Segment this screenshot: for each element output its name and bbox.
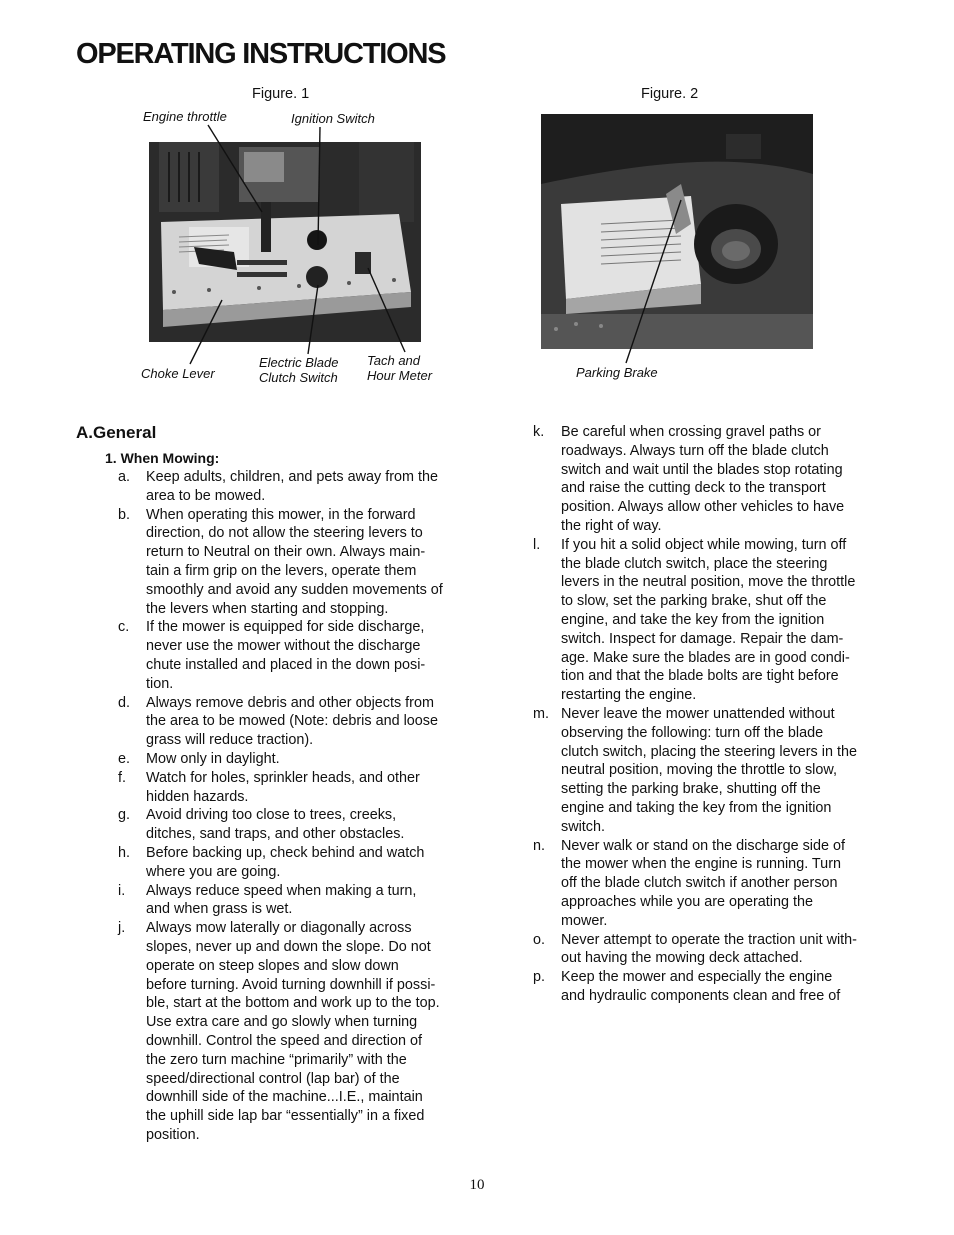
list-item-line: tion. bbox=[146, 675, 174, 692]
list-item-marker: i. bbox=[118, 882, 126, 899]
list-item-line: levers in the neutral position, move the throttle bbox=[561, 574, 856, 591]
list-item-line: the uphill side lap bar “essentially” in a fixed bbox=[146, 1108, 425, 1125]
list-item-line: the levers when starting and stopping. bbox=[146, 600, 389, 617]
list-item-line: hidden hazards. bbox=[146, 788, 249, 805]
ignition-switch-label: Ignition Switch bbox=[291, 111, 375, 126]
list-item bbox=[118, 769, 466, 807]
parking-brake-label: Parking Brake bbox=[576, 365, 658, 380]
list-item-line: direction, do not allow the steering levers to bbox=[146, 525, 423, 542]
list-item-line: the right of way. bbox=[561, 517, 662, 534]
tach-hour-meter-label-line: Hour Meter bbox=[367, 368, 433, 383]
list-item-line: neutral position, moving the throttle to slow, bbox=[561, 762, 837, 779]
list-item-marker: p. bbox=[533, 969, 546, 986]
list-item-line: tain a firm grip on the levers, operate them bbox=[146, 562, 417, 579]
engine-throttle-label: Engine throttle bbox=[143, 109, 227, 124]
list-item-line: switch and wait until the blades stop rotating bbox=[561, 461, 843, 478]
list-item-text bbox=[146, 694, 466, 750]
tach-hour-meter-label-line: Tach and bbox=[367, 353, 421, 368]
list-item-line: If the mower is equipped for side discharge, bbox=[146, 619, 425, 636]
choke-lever-label: Choke Lever bbox=[141, 366, 215, 381]
list-item bbox=[533, 423, 883, 536]
list-item-line: before turning. Avoid turning downhill if possi- bbox=[146, 976, 436, 993]
list-item-line: approaches while you are operating the bbox=[561, 893, 814, 910]
list-item-text bbox=[146, 919, 466, 1145]
list-item-line: downhill. Control the speed and direction of bbox=[146, 1032, 422, 1049]
list-item-line: switch. bbox=[561, 818, 605, 835]
list-item-line: smoothly and avoid any sudden movements of bbox=[146, 581, 443, 598]
list-item bbox=[118, 618, 466, 693]
list-item bbox=[118, 844, 466, 882]
list-item-line: off the blade clutch switch if another person bbox=[561, 875, 838, 892]
subsection-heading: 1. When Mowing: bbox=[105, 450, 220, 466]
left-column bbox=[118, 468, 466, 1145]
list-item-line: never use the mower without the discharge bbox=[146, 638, 421, 655]
page-number: 10 bbox=[469, 1177, 485, 1193]
list-item-line: Before backing up, check behind and watch bbox=[146, 844, 425, 861]
list-item-line: Keep the mower and especially the engine bbox=[561, 969, 833, 986]
list-item-line: the area to be mowed (Note: debris and loose bbox=[146, 713, 438, 730]
electric-blade-clutch-switch-label-line: Electric Blade bbox=[259, 355, 339, 370]
list-item bbox=[533, 536, 883, 705]
list-item-line: return to Neutral on their own. Always main- bbox=[146, 544, 426, 561]
list-item-line: and hydraulic components clean and free of bbox=[561, 987, 841, 1004]
list-item-text bbox=[146, 468, 466, 506]
list-item-line: switch. Inspect for damage. Repair the dam- bbox=[561, 630, 844, 647]
list-item-line: setting the parking brake, shutting off the bbox=[561, 781, 821, 798]
list-item-marker: o. bbox=[533, 931, 546, 948]
list-item-line: where you are going. bbox=[146, 863, 281, 880]
list-item-line: Watch for holes, sprinkler heads, and other bbox=[146, 769, 420, 786]
list-item bbox=[533, 705, 883, 837]
list-item-marker: n. bbox=[533, 837, 546, 854]
list-item-line: chute installed and placed in the down posi- bbox=[146, 656, 426, 673]
list-item-marker: l. bbox=[533, 536, 541, 553]
section-heading: A.General bbox=[76, 423, 157, 442]
figure-1-caption: Figure. 1 bbox=[252, 86, 310, 102]
list-item-line: ditches, sand traps, and other obstacles. bbox=[146, 826, 405, 843]
list-item-line: position. bbox=[146, 1126, 200, 1143]
list-item-line: grass will reduce traction). bbox=[146, 732, 314, 749]
list-item-marker: e. bbox=[118, 750, 131, 767]
list-item-line: out having the mowing deck attached. bbox=[561, 950, 803, 967]
list-item-marker: g. bbox=[118, 807, 131, 824]
list-item-text bbox=[146, 750, 466, 769]
list-item-text bbox=[146, 882, 466, 920]
list-item-marker: m. bbox=[533, 705, 549, 722]
list-item bbox=[533, 837, 883, 931]
list-item bbox=[533, 931, 883, 969]
electric-blade-clutch-switch-label-line: Clutch Switch bbox=[259, 370, 338, 385]
list-item-line: observing the following: turn off the blade bbox=[561, 724, 824, 741]
list-item bbox=[118, 694, 466, 750]
list-item-line: Never leave the mower unattended without bbox=[561, 705, 835, 722]
figure-2-photo-parking-brake bbox=[541, 114, 813, 349]
list-item-line: Never attempt to operate the traction unit with- bbox=[561, 931, 857, 948]
list-item bbox=[118, 506, 466, 619]
list-item-marker: k. bbox=[533, 424, 545, 440]
list-item-line: speed/directional control (lap bar) of the bbox=[146, 1070, 400, 1087]
list-item-line: and when grass is wet. bbox=[146, 901, 293, 918]
list-item-text bbox=[146, 618, 466, 693]
list-item-line: Avoid driving too close to trees, creeks, bbox=[146, 807, 397, 824]
list-item-line: area to be mowed. bbox=[146, 487, 266, 504]
list-item-text bbox=[561, 705, 883, 837]
list-item-line: Use extra care and go slowly when turning bbox=[146, 1014, 418, 1031]
tach-hour-meter-label bbox=[367, 353, 432, 383]
list-item-line: engine, and take the key from the ignition bbox=[561, 611, 825, 628]
list-item-line: the blade clutch switch, place the steering bbox=[561, 555, 828, 572]
list-item-line: Mow only in daylight. bbox=[146, 750, 280, 767]
list-item-line: position. Always allow other vehicles to have bbox=[561, 499, 845, 516]
figure-2-caption: Figure. 2 bbox=[641, 86, 699, 102]
list-item-line: Keep adults, children, and pets away from the bbox=[146, 469, 438, 485]
list-item-line: the mower when the engine is running. Turn bbox=[561, 856, 841, 873]
list-item-line: restarting the engine. bbox=[561, 687, 697, 704]
list-item-line: Always remove debris and other objects from bbox=[146, 694, 434, 711]
page-title: OPERATING INSTRUCTIONS bbox=[76, 38, 446, 70]
list-item-line: Be careful when crossing gravel paths or bbox=[561, 424, 821, 440]
list-item bbox=[118, 468, 466, 506]
list-item-marker: h. bbox=[118, 844, 131, 861]
list-item bbox=[118, 919, 466, 1145]
list-item-marker: d. bbox=[118, 694, 131, 711]
list-item-line: Never walk or stand on the discharge side of bbox=[561, 837, 845, 854]
list-item-line: ble, start at the bottom and work up to the top. bbox=[146, 995, 440, 1012]
list-item-line: Always mow laterally or diagonally across bbox=[146, 920, 412, 937]
list-item-line: downhill side of the machine...I.E., maintain bbox=[146, 1089, 423, 1106]
figure-1-photo-control-panel bbox=[149, 142, 421, 342]
list-item-line: When operating this mower, in the forward bbox=[146, 506, 416, 523]
list-item-text bbox=[561, 837, 883, 931]
list-item-line: slopes, never up and down the slope. Do not bbox=[146, 938, 431, 955]
list-item-text bbox=[561, 968, 883, 1006]
list-item-line: roadways. Always turn off the blade clutch bbox=[561, 442, 829, 459]
list-item-marker: a. bbox=[118, 469, 131, 485]
list-item-line: age. Make sure the blades are in good condi- bbox=[561, 649, 850, 666]
list-item-line: Always reduce speed when making a turn, bbox=[146, 882, 417, 899]
list-item bbox=[118, 882, 466, 920]
list-item bbox=[118, 750, 466, 769]
list-item-marker: b. bbox=[118, 506, 131, 523]
list-item-line: clutch switch, placing the steering levers in the bbox=[561, 743, 857, 760]
list-item-marker: j. bbox=[118, 920, 126, 937]
right-column bbox=[533, 423, 883, 1006]
list-item-marker: c. bbox=[118, 619, 130, 636]
list-item bbox=[533, 968, 883, 1006]
list-item-text bbox=[146, 844, 466, 882]
list-item-text bbox=[561, 931, 883, 969]
list-item-text bbox=[146, 769, 466, 807]
list-item-text bbox=[561, 536, 883, 705]
list-item-text bbox=[561, 423, 883, 536]
list-item bbox=[118, 806, 466, 844]
list-item-line: operate on steep slopes and slow down bbox=[146, 957, 399, 974]
list-item-text bbox=[146, 506, 466, 619]
list-item-line: tion and that the blade bolts are tight before bbox=[561, 668, 839, 685]
electric-blade-clutch-switch-label bbox=[259, 355, 338, 385]
list-item-line: to slow, set the parking brake, shut off the bbox=[561, 593, 827, 610]
list-item-marker: f. bbox=[118, 769, 126, 786]
list-item-line: and raise the cutting deck to the transport bbox=[561, 480, 826, 497]
list-item-text bbox=[146, 806, 466, 844]
list-item-line: engine and taking the key from the ignition bbox=[561, 799, 832, 816]
list-item-line: the zero turn machine “primarily” with the bbox=[146, 1051, 407, 1068]
list-item-line: mower. bbox=[561, 912, 608, 929]
list-item-line: If you hit a solid object while mowing, turn off bbox=[561, 536, 847, 553]
